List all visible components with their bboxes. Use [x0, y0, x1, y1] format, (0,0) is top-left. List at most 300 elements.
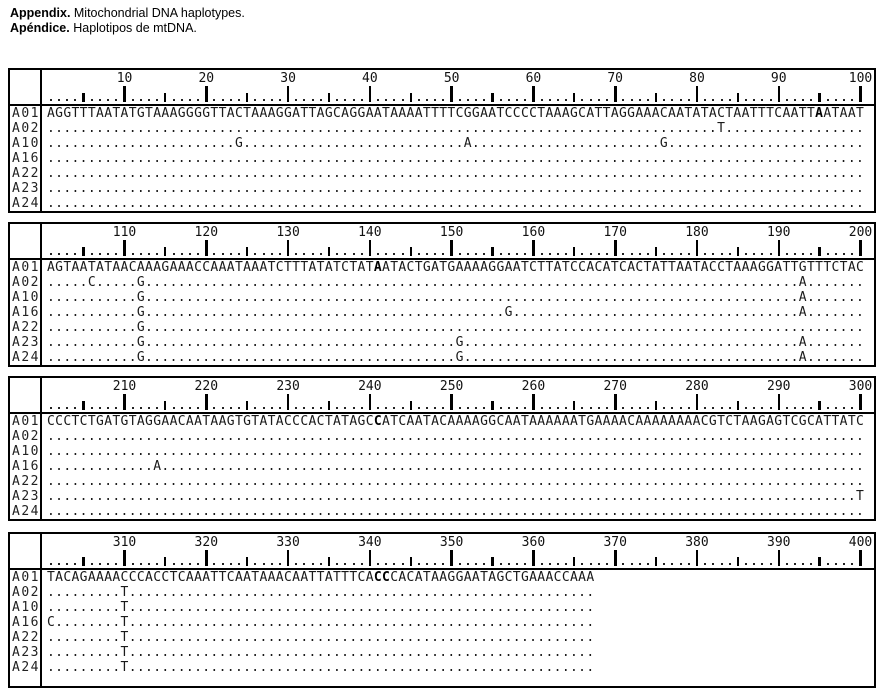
ruler-label: 110 — [112, 225, 137, 240]
ruler-dot — [189, 99, 191, 101]
ruler-dot — [238, 253, 240, 255]
ruler-tick — [778, 550, 781, 566]
ruler-dot — [647, 253, 649, 255]
ruler-dot — [835, 563, 837, 565]
ruler-dot — [213, 407, 215, 409]
ruler-tick — [696, 394, 699, 410]
row-label: A24 — [12, 660, 40, 675]
ruler-dot — [524, 407, 526, 409]
ruler-dot — [344, 253, 346, 255]
ruler-dot — [704, 253, 706, 255]
ruler-label: 180 — [685, 225, 709, 240]
ruler-label: 210 — [112, 379, 137, 394]
ruler-dot — [58, 253, 60, 255]
appendix-label-en: Appendix. — [10, 6, 71, 20]
ruler-dot — [606, 99, 608, 101]
variant-sequence: .................................................................................................... — [47, 181, 865, 196]
ruler-dot — [303, 253, 305, 255]
ruler-dot — [107, 407, 109, 409]
ruler-dot — [565, 253, 567, 255]
ruler-label: 330 — [276, 535, 300, 550]
ruler-dot — [647, 563, 649, 565]
ruler-dot — [197, 99, 199, 101]
ruler-dot — [148, 563, 150, 565]
ruler-dot — [671, 99, 673, 101]
row-label: A16 — [12, 305, 40, 320]
ruler-tick — [614, 240, 617, 256]
ruler-tick — [82, 401, 84, 410]
ruler-dot — [671, 407, 673, 409]
ruler-dot — [581, 407, 583, 409]
ruler-dot — [557, 407, 559, 409]
ruler-dot — [647, 407, 649, 409]
alignment-block-2 — [8, 222, 876, 367]
ruler-tick — [205, 394, 208, 410]
variant-sequence: .....C.....G................................................................................A....... — [47, 275, 865, 290]
ruler-dot — [541, 99, 543, 101]
ruler-dot — [835, 253, 837, 255]
ruler-dot — [385, 563, 387, 565]
ruler-dot — [238, 563, 240, 565]
ruler-dot — [353, 563, 355, 565]
ruler-label: 300 — [848, 379, 873, 394]
ruler-dot — [753, 253, 755, 255]
ruler-dot — [254, 407, 256, 409]
ruler-dot — [810, 407, 812, 409]
ruler-dot — [263, 253, 265, 255]
ruler-dot — [786, 407, 788, 409]
ruler-dot — [189, 253, 191, 255]
sequence-row — [10, 474, 874, 489]
ruler-dot — [91, 407, 93, 409]
ruler-dot — [181, 407, 183, 409]
ruler-tick — [246, 247, 248, 256]
ruler-tick — [778, 86, 781, 102]
ruler-dot — [197, 407, 199, 409]
variant-sequence: .................................................................................................... — [47, 429, 865, 444]
variant-sequence: .................................................................................................... — [47, 196, 865, 211]
ruler-dot — [475, 563, 477, 565]
sequence-row — [10, 615, 874, 630]
ruler-dot — [581, 99, 583, 101]
ruler-dot — [631, 253, 633, 255]
sequence-rows — [10, 106, 874, 211]
ruler-dot — [508, 563, 510, 565]
ruler-dot — [115, 407, 117, 409]
row-label: A02 — [12, 429, 40, 444]
ruler-tick — [655, 247, 657, 256]
ruler-dot — [704, 99, 706, 101]
ruler-dot — [148, 407, 150, 409]
variant-sequence: .................................................................................................... — [47, 474, 865, 489]
ruler-dot — [107, 563, 109, 565]
ruler-label: 320 — [194, 535, 219, 550]
ruler-tick — [205, 550, 208, 566]
ruler-dot — [508, 253, 510, 255]
ruler-dot — [761, 563, 763, 565]
reference-sequence: AGTAATATAACAAAGAAACCAAATAAATCTTTATATCTATAATACTGATGAAAAGGAATCTTATCCACATCACTATTAATACCTAAAGGATTGTTTCTAC — [47, 260, 865, 275]
ruler-label: 70 — [607, 71, 624, 86]
ruler-label: 90 — [770, 71, 787, 86]
ruler-dot — [426, 99, 428, 101]
ruler-tick — [573, 247, 575, 256]
ruler-dot — [516, 253, 518, 255]
ruler-tick — [123, 86, 126, 102]
ruler-dot — [263, 99, 265, 101]
ruler-dot — [549, 99, 551, 101]
ruler-dot — [524, 253, 526, 255]
ruler-tick — [491, 401, 493, 410]
ruler-dot — [483, 253, 485, 255]
row-label: A02 — [12, 585, 40, 600]
ruler-tick — [328, 557, 330, 566]
sequence-row — [10, 121, 874, 136]
ruler-dot — [181, 99, 183, 101]
label-column-divider — [40, 70, 42, 211]
ruler-label: 20 — [198, 71, 215, 86]
ruler-tick — [369, 86, 372, 102]
ruler-dot — [140, 99, 142, 101]
ruler-dot — [238, 99, 240, 101]
ruler-dot — [467, 407, 469, 409]
variant-sequence: .........T......................................................... — [47, 585, 595, 600]
ruler-dot — [721, 99, 723, 101]
ruler-dot — [50, 407, 52, 409]
ruler-dot — [271, 253, 273, 255]
row-label: A22 — [12, 630, 40, 645]
ruler-dot — [794, 253, 796, 255]
ruler-tick — [287, 550, 290, 566]
ruler-dot — [631, 99, 633, 101]
ruler-dot — [426, 407, 428, 409]
ruler-dot — [66, 99, 68, 101]
ruler-dot — [50, 99, 52, 101]
ruler-dot — [254, 99, 256, 101]
variant-sequence: ...................................................................................................T — [47, 489, 865, 504]
variant-sequence: .................................................................................................... — [47, 504, 865, 519]
ruler-dot — [557, 99, 559, 101]
ruler-tick — [205, 86, 208, 102]
ruler-dot — [549, 253, 551, 255]
ruler-label: 50 — [443, 71, 460, 86]
sequence-row — [10, 151, 874, 166]
ruler-label: 220 — [194, 379, 219, 394]
row-label: A24 — [12, 504, 40, 519]
ruler-label: 350 — [439, 535, 464, 550]
row-label: A23 — [12, 645, 40, 660]
ruler-dot — [385, 407, 387, 409]
ruler-tick — [859, 240, 862, 256]
sequence-row — [10, 585, 874, 600]
ruler-dot — [770, 253, 772, 255]
ruler-dot — [721, 253, 723, 255]
ruler-dot — [851, 99, 853, 101]
ruler-label: 240 — [358, 379, 382, 394]
sequence-row — [10, 320, 874, 335]
sequence-row — [10, 504, 874, 519]
ruler-dot — [622, 99, 624, 101]
ruler-dot — [115, 253, 117, 255]
ruler-tick — [287, 394, 290, 410]
row-label: A22 — [12, 320, 40, 335]
ruler-dot — [590, 563, 592, 565]
ruler-dot — [320, 407, 322, 409]
ruler-tick — [164, 93, 166, 102]
label-column-divider — [40, 378, 42, 519]
ruler-label: 360 — [521, 535, 546, 550]
ruler-dot — [361, 563, 363, 565]
ruler-dot — [295, 253, 297, 255]
sequence-row — [10, 196, 874, 211]
ruler-dot — [140, 407, 142, 409]
ruler-tick — [491, 93, 493, 102]
ruler-dot — [688, 253, 690, 255]
row-label: A23 — [12, 335, 40, 350]
ruler-tick — [818, 247, 820, 256]
ruler-dot — [802, 563, 804, 565]
ruler-dot — [156, 563, 158, 565]
sequence-rows — [10, 260, 874, 365]
ruler-tick — [532, 394, 535, 410]
ruler-dot — [279, 99, 281, 101]
ruler-tick — [123, 240, 126, 256]
ruler-dot — [58, 407, 60, 409]
ruler-tick — [450, 240, 453, 256]
row-label: A02 — [12, 275, 40, 290]
sequence-row — [10, 660, 874, 675]
ruler-tick — [859, 394, 862, 410]
ruler-tick — [164, 557, 166, 566]
ruler-dot — [344, 407, 346, 409]
appendix-text-es: Haplotipos de mtDNA. — [69, 20, 197, 35]
ruler-tick — [859, 86, 862, 102]
ruler-tick — [450, 550, 453, 566]
ruler-dot — [263, 407, 265, 409]
ruler-dot — [524, 99, 526, 101]
row-label: A10 — [12, 444, 40, 459]
ruler-dot — [606, 253, 608, 255]
ruler-dot — [671, 253, 673, 255]
ruler-dot — [483, 99, 485, 101]
ruler-dot — [622, 407, 624, 409]
ruler-dot — [671, 563, 673, 565]
ruler-dot — [442, 99, 444, 101]
ruler-dot — [663, 253, 665, 255]
ruler-dot — [745, 407, 747, 409]
ruler-dot — [426, 563, 428, 565]
ruler-tick — [573, 93, 575, 102]
ruler-dot — [827, 99, 829, 101]
sequence-row-reference — [10, 570, 874, 585]
ruler-label: 170 — [603, 225, 627, 240]
ruler-dot — [295, 99, 297, 101]
ruler-dot — [794, 99, 796, 101]
ruler-dot — [680, 563, 682, 565]
ruler-dot — [115, 99, 117, 101]
ruler-tick — [818, 557, 820, 566]
ruler-dot — [590, 253, 592, 255]
ruler-tick — [696, 240, 699, 256]
ruler-dot — [467, 253, 469, 255]
row-label: A10 — [12, 136, 40, 151]
ruler-dot — [598, 407, 600, 409]
ruler-dot — [140, 253, 142, 255]
ruler-label: 160 — [521, 225, 546, 240]
ruler-dot — [565, 563, 567, 565]
ruler-dot — [688, 99, 690, 101]
ruler-label: 100 — [848, 71, 873, 86]
ruler-dot — [434, 99, 436, 101]
variant-sequence: .................................................................................................... — [47, 444, 865, 459]
ruler-dot — [336, 407, 338, 409]
sequence-row-reference — [10, 106, 874, 121]
ruler-dot — [541, 253, 543, 255]
ruler-label: 230 — [276, 379, 300, 394]
ruler-tick — [246, 401, 248, 410]
ruler-dot — [295, 563, 297, 565]
ruler-tick — [246, 557, 248, 566]
ruler-dot — [549, 563, 551, 565]
ruler-tick — [655, 93, 657, 102]
ruler-label: 150 — [439, 225, 464, 240]
variant-sequence: .........T......................................................... — [47, 630, 595, 645]
position-ruler — [10, 224, 874, 260]
ruler-dot — [442, 253, 444, 255]
ruler-dot — [647, 99, 649, 101]
ruler-dot — [361, 99, 363, 101]
ruler-tick — [287, 240, 290, 256]
ruler-dot — [115, 563, 117, 565]
ruler-dot — [222, 99, 224, 101]
ruler-dot — [639, 407, 641, 409]
ruler-dot — [581, 253, 583, 255]
ruler-dot — [802, 407, 804, 409]
sequence-row — [10, 275, 874, 290]
ruler-dot — [606, 407, 608, 409]
ruler-dot — [729, 407, 731, 409]
ruler-dot — [238, 407, 240, 409]
ruler-dot — [753, 407, 755, 409]
ruler-tick — [737, 247, 739, 256]
ruler-dot — [680, 407, 682, 409]
ruler-dot — [336, 563, 338, 565]
ruler-label: 120 — [194, 225, 219, 240]
ruler-dot — [353, 253, 355, 255]
ruler-dot — [58, 563, 60, 565]
ruler-dot — [843, 253, 845, 255]
ruler-tick — [369, 394, 372, 410]
ruler-dot — [475, 99, 477, 101]
ruler-dot — [721, 407, 723, 409]
ruler-dot — [843, 407, 845, 409]
ruler-tick — [369, 550, 372, 566]
ruler-dot — [361, 407, 363, 409]
ruler-dot — [500, 253, 502, 255]
row-label: A01 — [12, 570, 40, 585]
ruler-dot — [279, 407, 281, 409]
reference-sequence: AGGTTTAATATGTAAAGGGGTTACTAAAGGATTAGCAGGAATAAAATTTTCGGAATCCCCTAAAGCATTAGGAAACAATATACTAATTTCAATTAATAAT — [47, 106, 865, 121]
ruler-dot — [500, 99, 502, 101]
ruler-dot — [418, 253, 420, 255]
ruler-dot — [434, 563, 436, 565]
ruler-dot — [107, 253, 109, 255]
ruler-dot — [132, 407, 134, 409]
ruler-dot — [761, 253, 763, 255]
ruler-tick — [532, 240, 535, 256]
sequence-row — [10, 645, 874, 660]
ruler-dot — [639, 253, 641, 255]
ruler-tick — [737, 93, 739, 102]
ruler-dot — [254, 253, 256, 255]
ruler-label: 10 — [116, 71, 133, 86]
ruler-dot — [827, 253, 829, 255]
alignment-block-3 — [8, 376, 876, 521]
ruler-dot — [173, 253, 175, 255]
ruler-dot — [99, 253, 101, 255]
ruler-dot — [745, 563, 747, 565]
ruler-tick — [737, 401, 739, 410]
ruler-label: 400 — [848, 535, 873, 550]
ruler-tick — [246, 93, 248, 102]
appendix-text-en: Mitochondrial DNA haplotypes. — [70, 6, 245, 20]
ruler-label: 130 — [276, 225, 300, 240]
ruler-dot — [197, 563, 199, 565]
ruler-dot — [680, 253, 682, 255]
sequence-row — [10, 459, 874, 474]
sequence-row — [10, 600, 874, 615]
ruler-dot — [712, 99, 714, 101]
ruler-dot — [58, 99, 60, 101]
ruler-dot — [721, 563, 723, 565]
ruler-dot — [761, 99, 763, 101]
ruler-dot — [402, 253, 404, 255]
variant-sequence: ..................................................................................T................. — [47, 121, 865, 136]
ruler-dot — [66, 253, 68, 255]
row-label: A22 — [12, 474, 40, 489]
sequence-row — [10, 350, 874, 365]
ruler-tick — [82, 247, 84, 256]
ruler-label: 190 — [767, 225, 791, 240]
sequence-row-reference — [10, 414, 874, 429]
row-label: A16 — [12, 459, 40, 474]
ruler-dot — [230, 407, 232, 409]
ruler-dot — [434, 407, 436, 409]
ruler-dot — [516, 407, 518, 409]
ruler-dot — [631, 407, 633, 409]
ruler-tick — [123, 394, 126, 410]
ruler-dot — [557, 253, 559, 255]
ruler-dot — [835, 99, 837, 101]
ruler-dot — [402, 407, 404, 409]
alignment-block-4 — [8, 532, 876, 688]
ruler-dot — [827, 407, 829, 409]
variant-sequence: C........T......................................................... — [47, 615, 595, 630]
ruler-dot — [156, 407, 158, 409]
ruler-tick — [614, 86, 617, 102]
sequence-row — [10, 181, 874, 196]
ruler-dot — [483, 407, 485, 409]
ruler-tick — [737, 557, 739, 566]
ruler-dot — [459, 253, 461, 255]
ruler-tick — [369, 240, 372, 256]
ruler-dot — [377, 407, 379, 409]
ruler-dot — [541, 563, 543, 565]
row-label: A23 — [12, 181, 40, 196]
ruler-tick — [328, 247, 330, 256]
ruler-dot — [312, 563, 314, 565]
ruler-tick — [450, 394, 453, 410]
ruler-dot — [336, 99, 338, 101]
